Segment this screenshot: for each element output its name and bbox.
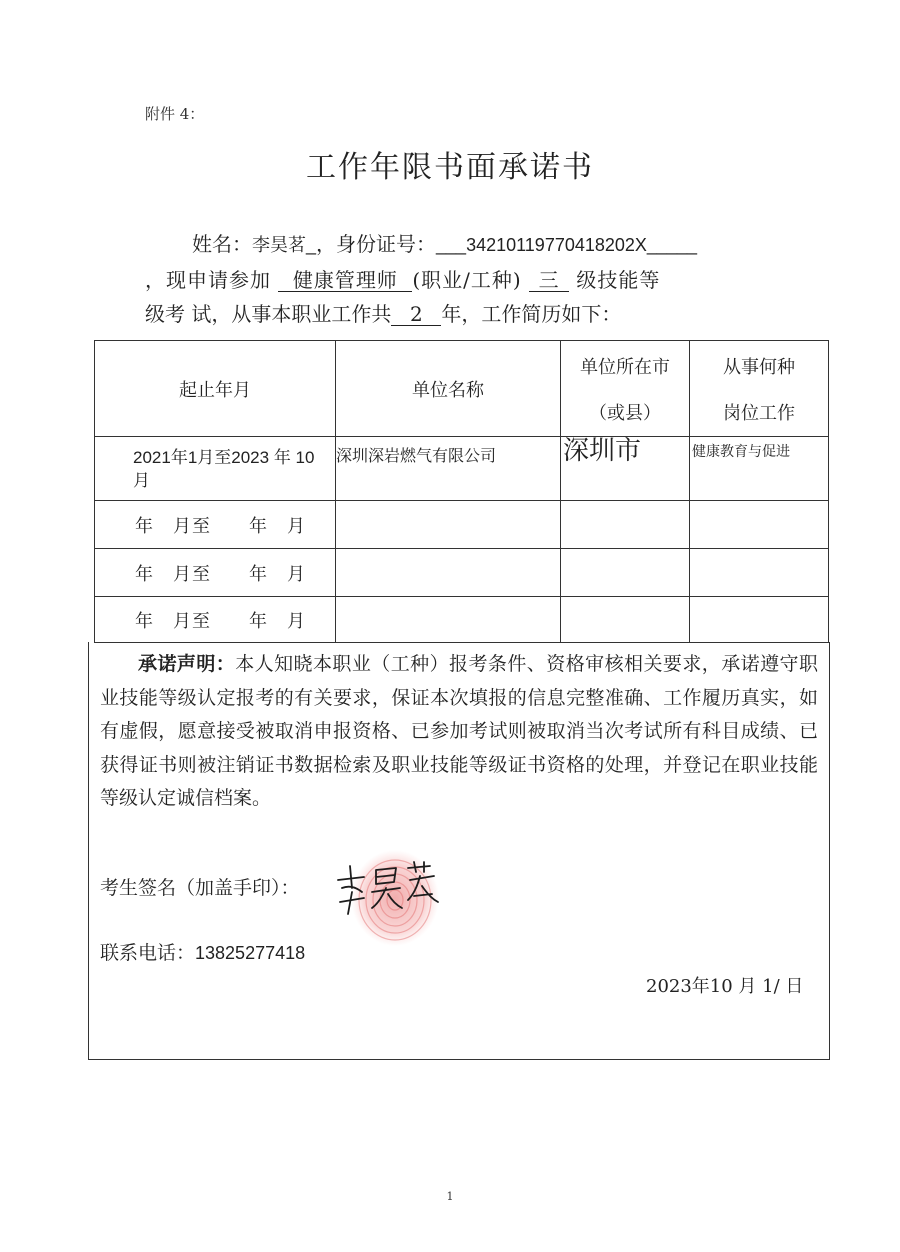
row-employer	[336, 549, 561, 597]
row-position	[690, 501, 829, 549]
phone-line	[100, 938, 305, 965]
level-suffix: 级技能等	[576, 268, 661, 292]
header-position-line1: 从事何种	[723, 356, 795, 378]
table-row	[95, 437, 829, 501]
table-row	[95, 549, 829, 597]
page-number: 1	[446, 1190, 454, 1203]
applicant-line-1	[192, 228, 697, 257]
row-period: 年 月至 年 月	[95, 597, 336, 643]
document-title: 工作年限书面承诺书	[306, 150, 594, 185]
work-years: 2	[391, 303, 441, 326]
row-employer: 深圳深岩燃气有限公司	[336, 437, 561, 501]
applicant-name: 李昊茗_	[252, 235, 317, 255]
header-city-line1: 单位所在市	[580, 356, 670, 378]
row-employer	[336, 597, 561, 643]
header-position	[690, 341, 829, 437]
applicant-line-3	[145, 298, 621, 327]
work-years-suffix: 年，工作简历如下：	[441, 302, 622, 326]
table-header-row	[95, 341, 829, 437]
id-number: 34210119770418202X	[466, 235, 647, 255]
signature-label: 考生签名（加盖手印）：	[100, 877, 300, 899]
apply-prefix: ，现申请参加	[145, 268, 271, 292]
handwritten-signature	[330, 858, 445, 920]
row-employer	[336, 501, 561, 549]
row-position	[690, 549, 829, 597]
name-label: 姓名：	[192, 232, 252, 256]
table-row	[95, 501, 829, 549]
row-city: 深圳市	[561, 437, 690, 501]
row-city	[561, 501, 690, 549]
id-suffix: _____	[646, 235, 697, 255]
row-city	[561, 597, 690, 643]
work-history-table	[94, 340, 829, 643]
id-prefix: ___	[436, 235, 467, 255]
applicant-line-2	[145, 264, 660, 293]
header-period: 起止年月	[95, 341, 336, 437]
id-label: ，身份证号：	[316, 232, 437, 256]
phone-label: 联系电话：	[100, 942, 196, 964]
row-period: 年 月至 年 月	[95, 501, 336, 549]
occupation-name: 健康管理师	[278, 269, 412, 292]
header-city	[561, 341, 690, 437]
header-position-line2: 岗位工作	[723, 402, 795, 424]
header-employer: 单位名称	[336, 341, 561, 437]
skill-level: 三	[529, 269, 569, 292]
work-years-prefix: 级考 试，从事本职业工作共	[145, 302, 392, 326]
header-city-line2: （或县）	[589, 402, 661, 424]
row-city	[561, 549, 690, 597]
attachment-label: 附件 4：	[145, 105, 205, 123]
row-position: 健康教育与促进	[690, 437, 829, 501]
pledge-label: 承诺声明：	[138, 653, 236, 675]
row-period: 2021年1月至2023 年 10 月	[95, 437, 336, 501]
table-row	[95, 597, 829, 643]
phone-number: 13825277418	[195, 943, 306, 963]
row-position	[690, 597, 829, 643]
occupation-type: (职业/工种)	[412, 268, 522, 292]
pledge-statement	[100, 648, 818, 816]
pledge-text: 本人知晓本职业（工种）报考条件、资格审核相关要求，承诺遵守职业技能等级认定报考的有关要求，保证本次填报的信息完整准确、工作履历真实，如有虚假，愿意接受被取消申报资格、已参加考试则被取消当次考试所有科目成绩、已获得证书则被注销证书数据检索及职业技能等级证书资格的处理，并登记在职业技能等级认定诚信档案。	[100, 653, 818, 809]
row-period: 年 月至 年 月	[95, 549, 336, 597]
sign-date: 2023年10 月 1/ 日	[646, 976, 804, 997]
